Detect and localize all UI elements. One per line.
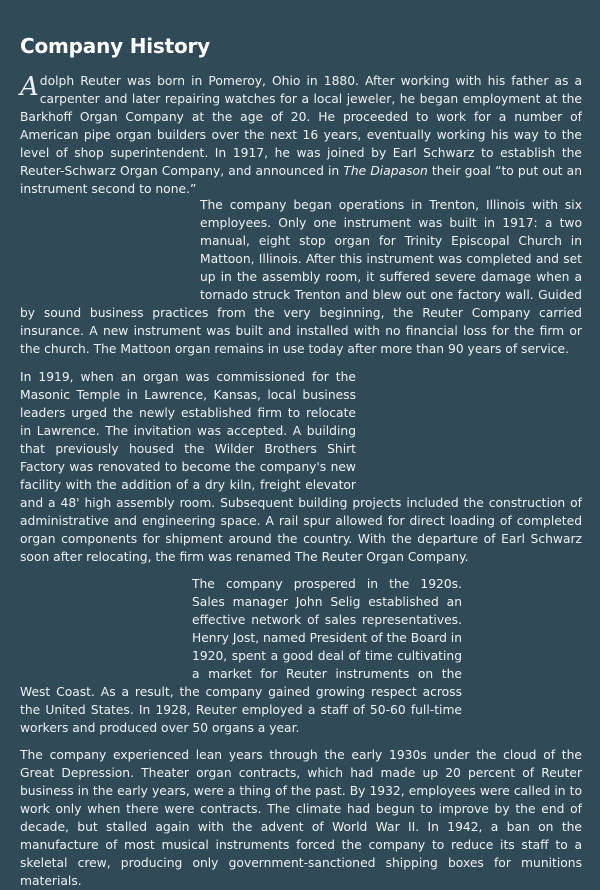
paragraph-depression-text: The company experienced lean years through the early 1930s under the cloud of the Great Depression. Theater organ contracts, which had made up 20 percent of Reuter business in the early years, were a thing of the past. By 1932, employees were called in to work only when there were contracts. The climate had begun to improve by the end of decade, but stalled again with the advent of World War II. In 1942, a ban on the manufacture of most musical instruments forced the company to reduce its staff to a skeletal crew, producing only government-sanctioned shipping boxes for munitions materials. [20,748,582,888]
paragraph-trenton [20,196,582,358]
paragraph-founding [20,72,582,198]
paragraph-depression [20,746,582,890]
drop-cap: A [20,72,39,102]
paragraph-founding-text-a: dolph Reuter was born in Pomeroy, Ohio in 1880. After working with his father as a carpenter and later repairing watches for a local jeweler, he began employment at the Barkhoff Organ Company at the age of 20. He proceeded to work for a number of American pipe organ builders over the next 16 years, eventually working his way to the level of shop superintendent. In 1917, he was joined by Earl Schwarz to establish the Reuter-Schwarz Organ Company, and announced in [20,74,582,178]
paragraph-lawrence-text: In 1919, when an organ was commissioned for the Masonic Temple in Lawrence, Kansas, local business leaders urged the newly established firm to relocate in Lawrence. The invitation was accepted. A building that previously housed the Wilder Brothers Shirt Factory was renovated to become the company's new facility with the addition of a dry kiln, freight elevator and a 48' high assembly room. Subsequent building projects included the construction of administrative and engineering space. A rail spur allowed for direct loading of completed organ components for shipment around the country. With the departure of Earl Schwarz soon after relocating, the firm was renamed The Reuter Organ Company. [20,370,582,564]
paragraph-1920s [20,575,582,737]
publication-name: The Diapason [343,164,428,178]
paragraph-1920s-text: The company prospered in the 1920s. Sales manager John Selig established an effective network of sales representatives. Henry Jost, named President of the Board in 1920, spent a good deal of time cultivating a market for Reuter instruments on the West Coast. As a result, the company gained growing respect across the United States. In 1928, Reuter employed a staff of 50-60 full-time workers and produced over 50 organs a year. [20,577,463,735]
page-title: Company History [20,34,211,58]
paragraph-lawrence [20,368,582,566]
paragraph-founding-text-b: their goal “to put out an instrument second to none.” [20,164,583,196]
paragraph-trenton-text: The company began operations in Trenton, Illinois with six employees. Only one instrument was built in 1917: a two manual, eight stop organ for Trinity Episcopal Church in Mattoon, Illinois. After this instrument was completed and set up in the assembly room, it suffered severe damage when a tornado struck Trenton and blew out one factory wall. Guided by sound business practices from the very beginning, the Reuter Company carried insurance. A new instrument was built and installed with no financial loss for the firm or the church. The Mattoon organ remains in use today after more than 90 years of service. [20,198,582,356]
